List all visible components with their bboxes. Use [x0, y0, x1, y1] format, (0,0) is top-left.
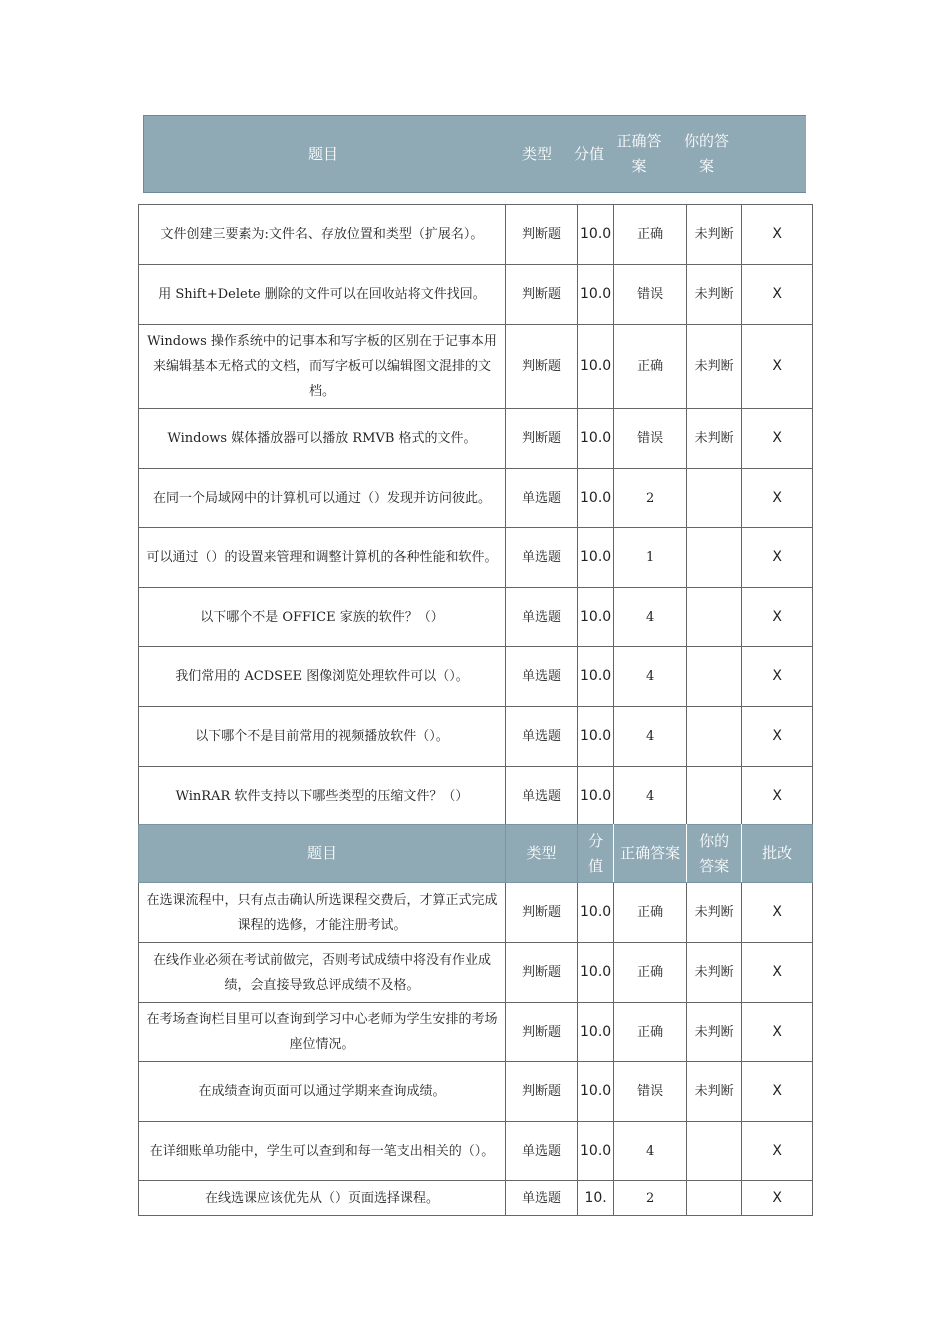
review-mark: X	[742, 647, 813, 707]
question-type: 单选题	[506, 1181, 578, 1216]
review-mark: X	[742, 943, 813, 1003]
header-type: 类型	[521, 144, 552, 163]
table-row	[139, 647, 813, 707]
question-type: 判断题	[506, 943, 578, 1003]
question-text: 我们常用的 ACDSEE 图像浏览处理软件可以（）。	[139, 647, 506, 707]
header-question: 题目	[139, 825, 506, 883]
question-text: WinRAR 软件支持以下哪些类型的压缩文件？（）	[139, 767, 506, 827]
table-row	[139, 265, 813, 325]
question-text: 文件创建三要素为:文件名、存放位置和类型（扩展名）。	[139, 205, 506, 265]
table-row	[139, 1181, 813, 1216]
review-mark: X	[742, 469, 813, 528]
table-row	[139, 528, 813, 588]
correct-answer: 4	[614, 1122, 687, 1181]
score-value: 10.0	[578, 883, 614, 943]
review-mark: X	[742, 265, 813, 325]
score-value: 10.0	[578, 647, 614, 707]
header-correct: 正确答案	[614, 825, 687, 883]
question-text: Windows 媒体播放器可以播放 RMVB 格式的文件。	[139, 409, 506, 469]
results-table-1	[138, 204, 813, 827]
correct-answer: 错误	[614, 1062, 687, 1122]
table-row	[139, 205, 813, 265]
question-text: Windows 操作系统中的记事本和写字板的区别在于记事本用来编辑基本无格式的文档，而写字板可以编辑图文混排的文档。	[139, 325, 506, 409]
table-row	[139, 409, 813, 469]
score-value: 10.0	[578, 265, 614, 325]
correct-answer: 2	[614, 1181, 687, 1216]
score-value: 10.0	[578, 1003, 614, 1062]
your-answer: 未判断	[687, 1062, 742, 1122]
review-mark: X	[742, 205, 813, 265]
question-type: 单选题	[506, 647, 578, 707]
your-answer	[687, 528, 742, 588]
review-mark: X	[742, 1062, 813, 1122]
review-mark: X	[742, 325, 813, 409]
question-type: 单选题	[506, 469, 578, 528]
question-text: 在同一个局域网中的计算机可以通过（）发现并访问彼此。	[139, 469, 506, 528]
table-row	[139, 943, 813, 1003]
question-text: 可以通过（）的设置来管理和调整计算机的各种性能和软件。	[139, 528, 506, 588]
review-mark: X	[742, 767, 813, 827]
your-answer	[687, 767, 742, 827]
header-question: 题目	[307, 144, 338, 163]
question-type: 判断题	[506, 1003, 578, 1062]
header-correct: 正确答案	[616, 132, 662, 175]
your-answer: 未判断	[687, 883, 742, 943]
table-header-1	[143, 115, 806, 193]
correct-answer: 正确	[614, 325, 687, 409]
score-value: 10.0	[578, 409, 614, 469]
table-row	[139, 1062, 813, 1122]
table-row	[139, 883, 813, 943]
correct-answer: 4	[614, 767, 687, 827]
correct-answer: 正确	[614, 1003, 687, 1062]
your-answer	[687, 469, 742, 528]
correct-answer: 错误	[614, 409, 687, 469]
question-text: 用 Shift+Delete 删除的文件可以在回收站将文件找回。	[139, 265, 506, 325]
question-text: 在考场查询栏目里可以查询到学习中心老师为学生安排的考场座位情况。	[139, 1003, 506, 1062]
table-row	[139, 325, 813, 409]
header-review: 批改	[742, 825, 813, 883]
review-mark: X	[742, 1003, 813, 1062]
score-value: 10.0	[578, 943, 614, 1003]
question-text: 在线作业必须在考试前做完，否则考试成绩中将没有作业成绩，会直接导致总评成绩不及格。	[139, 943, 506, 1003]
question-type: 单选题	[506, 1122, 578, 1181]
your-answer: 未判断	[687, 1003, 742, 1062]
question-text: 在线选课应该优先从（）页面选择课程。	[139, 1181, 506, 1216]
correct-answer: 4	[614, 588, 687, 647]
your-answer	[687, 707, 742, 767]
review-mark: X	[742, 588, 813, 647]
score-value: 10.0	[578, 707, 614, 767]
review-mark: X	[742, 707, 813, 767]
question-text: 以下哪个不是目前常用的视频播放软件（）。	[139, 707, 506, 767]
question-text: 以下哪个不是 OFFICE 家族的软件？（）	[139, 588, 506, 647]
table-row	[139, 1003, 813, 1062]
your-answer: 未判断	[687, 943, 742, 1003]
question-type: 判断题	[506, 265, 578, 325]
correct-answer: 正确	[614, 883, 687, 943]
your-answer	[687, 1181, 742, 1216]
correct-answer: 1	[614, 528, 687, 588]
question-text: 在详细账单功能中，学生可以查到和每一笔支出相关的（）。	[139, 1122, 506, 1181]
question-type: 单选题	[506, 528, 578, 588]
table-row	[139, 1122, 813, 1181]
score-value: 10.0	[578, 205, 614, 265]
correct-answer: 4	[614, 707, 687, 767]
question-text: 在选课流程中，只有点击确认所选课程交费后，才算正式完成课程的选修，才能注册考试。	[139, 883, 506, 943]
score-value: 10.	[578, 1181, 614, 1216]
score-value: 10.0	[578, 588, 614, 647]
results-table-2	[138, 824, 813, 1216]
header-yours: 你的答案	[683, 132, 729, 175]
question-type: 单选题	[506, 588, 578, 647]
header-score: 分值	[578, 825, 614, 883]
question-text: 在成绩查询页面可以通过学期来查询成绩。	[139, 1062, 506, 1122]
your-answer: 未判断	[687, 205, 742, 265]
question-type: 判断题	[506, 883, 578, 943]
header-score: 分值	[574, 144, 605, 163]
question-type: 单选题	[506, 707, 578, 767]
review-mark: X	[742, 528, 813, 588]
your-answer: 未判断	[687, 409, 742, 469]
your-answer: 未判断	[687, 325, 742, 409]
table-row	[139, 767, 813, 827]
correct-answer: 4	[614, 647, 687, 707]
score-value: 10.0	[578, 325, 614, 409]
question-type: 判断题	[506, 409, 578, 469]
score-value: 10.0	[578, 528, 614, 588]
question-type: 判断题	[506, 325, 578, 409]
score-value: 10.0	[578, 469, 614, 528]
question-type: 判断题	[506, 1062, 578, 1122]
question-type: 单选题	[506, 767, 578, 827]
header-yours: 你的答案	[687, 825, 742, 883]
review-mark: X	[742, 409, 813, 469]
score-value: 10.0	[578, 1062, 614, 1122]
table-row	[139, 588, 813, 647]
score-value: 10.0	[578, 767, 614, 827]
correct-answer: 错误	[614, 265, 687, 325]
correct-answer: 2	[614, 469, 687, 528]
table-header-2	[139, 825, 813, 883]
your-answer: 未判断	[687, 265, 742, 325]
correct-answer: 正确	[614, 943, 687, 1003]
table-row	[139, 469, 813, 528]
your-answer	[687, 588, 742, 647]
review-mark: X	[742, 883, 813, 943]
header-type: 类型	[506, 825, 578, 883]
review-mark: X	[742, 1181, 813, 1216]
correct-answer: 正确	[614, 205, 687, 265]
question-type: 判断题	[506, 205, 578, 265]
your-answer	[687, 647, 742, 707]
score-value: 10.0	[578, 1122, 614, 1181]
your-answer	[687, 1122, 742, 1181]
table-row	[139, 707, 813, 767]
review-mark: X	[742, 1122, 813, 1181]
